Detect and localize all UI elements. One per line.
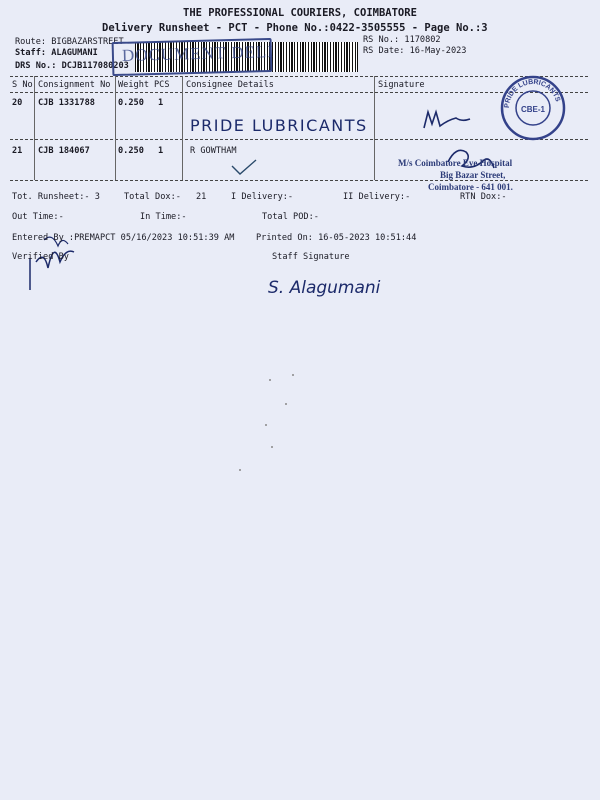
total-pod: Total POD:- (262, 212, 319, 222)
row-20-pcs: 1 (158, 98, 164, 108)
speck (269, 379, 271, 381)
i-delivery: I Delivery:- (231, 192, 294, 202)
route-label: Route: BIGBAZARSTREET (15, 37, 124, 47)
row-20-weight: 0.250 (118, 98, 144, 108)
col-header-consignment: Consignment No (38, 80, 111, 90)
ii-delivery: II Delivery:- (343, 192, 411, 202)
speck (292, 374, 294, 376)
seal-ring-text: PRIDE LUBRICANTS (503, 78, 562, 109)
staff-label: Staff: ALAGUMANI (15, 48, 98, 58)
stamp-address-line1: M/s Coimbatore Eye Hospital (398, 158, 513, 168)
handwritten-consignee: PRIDE LUBRICANTS (190, 116, 368, 135)
company-title: THE PROFESSIONAL COURIERS, COIMBATORE (183, 7, 417, 19)
speck (285, 403, 287, 405)
seal-center-text: CBE-1 (520, 105, 546, 114)
col-header-weight: Weight (118, 80, 150, 90)
row-21-consignee: R GOWTHAM (190, 146, 237, 156)
rtn-dox: RTN Dox:- (460, 192, 507, 202)
drs-number: DRS No.: DCJB117080203 (15, 61, 129, 71)
runsheet-subtitle: Delivery Runsheet - PCT - Phone No.:0422-3505555 - Page No.:3 (102, 22, 488, 34)
total-dox-value: 21 (196, 192, 207, 202)
rs-date: RS Date: 16-May-2023 (363, 46, 467, 56)
speck (265, 424, 267, 426)
in-time: In Time:- (140, 212, 187, 222)
verified-by-label: Verified By (12, 252, 69, 262)
out-time: Out Time:- (12, 212, 64, 222)
col-header-pcs: PCS (154, 80, 170, 90)
row-21-pcs: 1 (158, 146, 164, 156)
row-21-weight: 0.250 (118, 146, 144, 156)
total-dox-label: Total Dox:- (124, 192, 181, 202)
printed-on: Printed On: 16-05-2023 10:51:44 (256, 233, 417, 243)
staff-handwritten-signature: S. Alagumani (268, 278, 381, 298)
row-20-consignment: CJB 1331788 (38, 98, 95, 108)
col-header-signature: Signature (378, 80, 425, 90)
row-20-sno: 20 (12, 98, 23, 108)
entered-by: Entered By :PREMAPCT 05/16/2023 10:51:39 AM (12, 233, 235, 243)
check-mark (232, 160, 256, 174)
row-21-consignment: CJB 184067 (38, 146, 90, 156)
document-delivered-stamp: DOCUMENT DELI (121, 42, 275, 65)
speck (239, 469, 241, 471)
tot-runsheet: Tot. Runsheet:- 3 (12, 192, 100, 202)
signature-row-20 (424, 112, 470, 128)
stamp-address-line3: Coimbatore - 641 001. (428, 182, 513, 192)
col-header-consignee: Consignee Details (186, 80, 274, 90)
col-header-sno: S No (12, 80, 33, 90)
company-seal (499, 74, 567, 142)
speck (271, 446, 273, 448)
stamp-address-line2: Big Bazar Street, (440, 170, 506, 180)
rs-number: RS No.: 1170802 (363, 35, 441, 45)
staff-signature-label: Staff Signature (272, 252, 350, 262)
row-21-sno: 21 (12, 146, 23, 156)
